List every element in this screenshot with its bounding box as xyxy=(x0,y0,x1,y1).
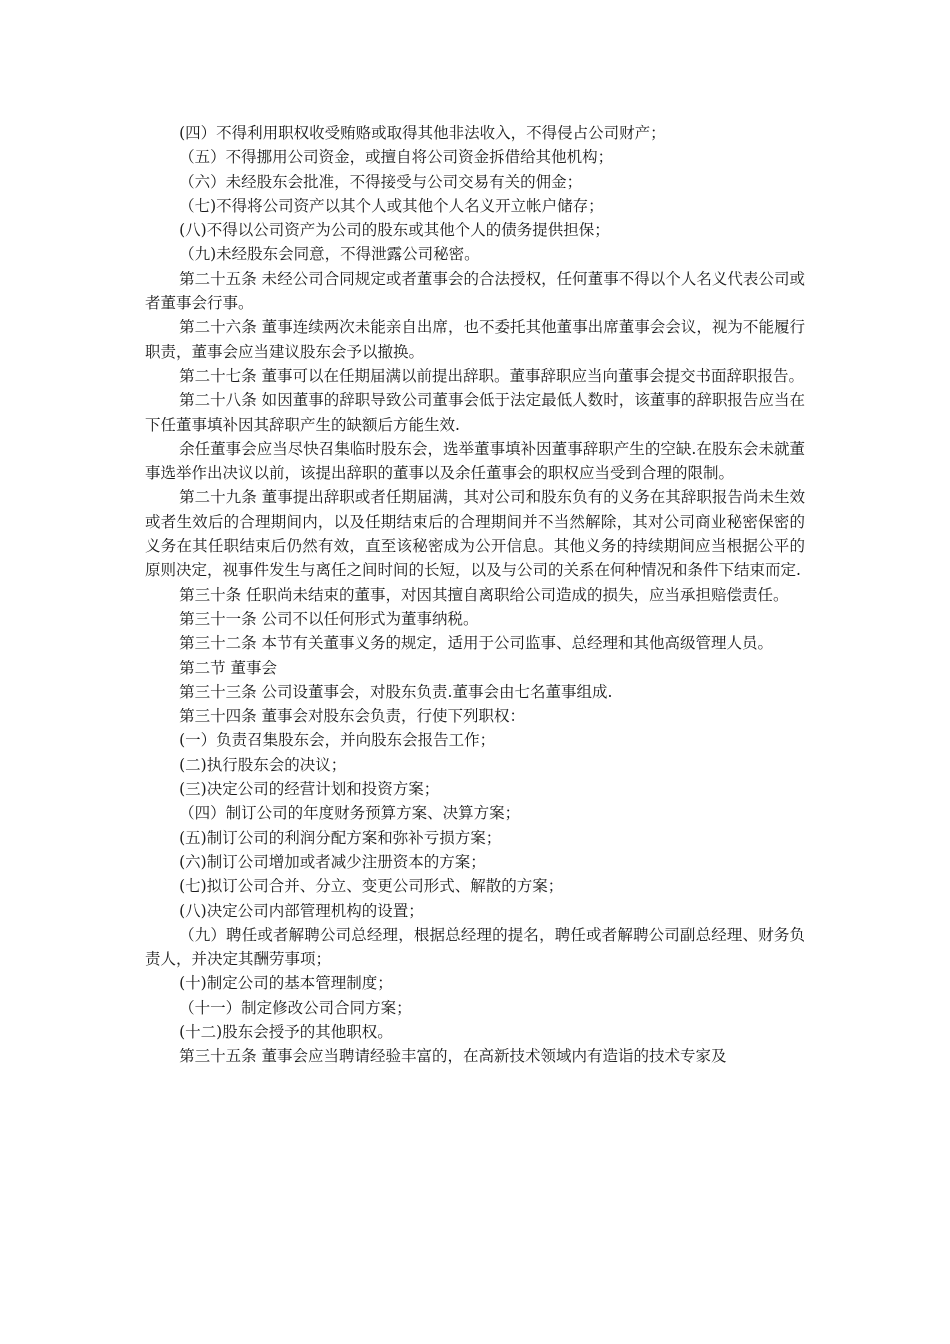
paragraph: 余任董事会应当尽快召集临时股东会，选举董事填补因董事辞职产生的空缺.在股东会未就董事选举作出决议以前，该提出辞职的董事以及余任董事会的职权应当受到合理的限制。 xyxy=(145,439,805,483)
article-35: 第三十五条 董事会应当聘请经验丰富的，在高新技术领域内有造诣的技术专家及 xyxy=(179,1047,727,1066)
list-item: (八)决定公司内部管理机构的设置； xyxy=(179,901,424,920)
list-item: (五)制订公司的利润分配方案和弥补亏损方案； xyxy=(179,828,502,847)
list-item: (十)制定公司的基本管理制度； xyxy=(179,974,393,993)
document-body xyxy=(145,121,805,1069)
list-item: (十二)股东会授予的其他职权。 xyxy=(179,1022,393,1041)
list-item: （九）聘任或者解聘公司总经理，根据总经理的提名，聘任或者解聘公司副总经理、财务负责人，并决定其酬劳事项； xyxy=(145,925,805,969)
article-31: 第三十一条 公司不以任何形式为董事纳税。 xyxy=(179,609,479,628)
list-item: (六)制订公司增加或者减少注册资本的方案； xyxy=(179,852,486,871)
section-heading: 第二节 董事会 xyxy=(179,658,278,677)
article-34: 第三十四条 董事会对股东会负责，行使下列职权： xyxy=(179,707,526,726)
list-item: (七)拟订公司合并、分立、变更公司形式、解散的方案； xyxy=(179,877,564,896)
list-item: （十一）制定修改公司合同方案； xyxy=(179,998,412,1017)
article-27: 第二十七条 董事可以在任期届满以前提出辞职。董事辞职应当向董事会提交书面辞职报告。 xyxy=(179,366,805,385)
article-28: 第二十八条 如因董事的辞职导致公司董事会低于法定最低人数时，该董事的辞职报告应当在下任董事填补因其辞职产生的缺额后方能生效. xyxy=(145,391,805,434)
paragraph: (八)不得以公司资产为公司的股东或其他个人的债务提供担保； xyxy=(179,221,610,240)
article-26: 第二十六条 董事连续两次未能亲自出席，也不委托其他董事出席董事会会议，视为不能履行职责，董事会应当建议股东会予以撤换。 xyxy=(145,318,805,361)
paragraph: (四）不得利用职权收受贿赂或取得其他非法收入，不得侵占公司财产； xyxy=(179,124,666,142)
list-item: (一）负责召集股东会，并向股东会报告工作； xyxy=(179,731,496,750)
article-32: 第三十二条 本节有关董事义务的规定，适用于公司监事、总经理和其他高级管理人员。 xyxy=(179,634,774,653)
paragraph: （九)未经股东会同意，不得泄露公司秘密。 xyxy=(179,245,480,264)
paragraph: （五）不得挪用公司资金，或擅自将公司资金拆借给其他机构； xyxy=(179,148,614,167)
article-25: 第二十五条 未经公司合同规定或者董事会的合法授权，任何董事不得以个人名义代表公司或者董事会行事。 xyxy=(145,269,805,313)
paragraph: （六）未经股东会批准，不得接受与公司交易有关的佣金； xyxy=(179,172,583,191)
list-item: （四）制订公司的年度财务预算方案、决算方案； xyxy=(179,804,521,823)
list-item: (三)决定公司的经营计划和投资方案； xyxy=(179,780,440,799)
paragraph: （七)不得将公司资产以其个人或其他个人名义开立帐户储存； xyxy=(179,196,604,215)
article-29: 第二十九条 董事提出辞职或者任期届满，其对公司和股东负有的义务在其辞职报告尚未生效或者生效后的合理期间内，以及任期结束后的合理期间并不当然解除，其对公司商业秘密保密的义务在其任职结束后仍然有效，直至该秘密成为公开信息。其他义务的持续期间应当根据公平的原则决定，视事件发生与离任之间时间的长短，以及与公司的关系在何种情况和条件下结束而定. xyxy=(145,488,805,580)
list-item: (二)执行股东会的决议； xyxy=(179,755,347,774)
article-33: 第三十三条 公司设董事会，对股东负责.董事会由七名董事组成. xyxy=(179,682,613,701)
article-30: 第三十条 任职尚未结束的董事，对因其擅自离职给公司造成的损失，应当承担赔偿责任。 xyxy=(179,585,789,604)
